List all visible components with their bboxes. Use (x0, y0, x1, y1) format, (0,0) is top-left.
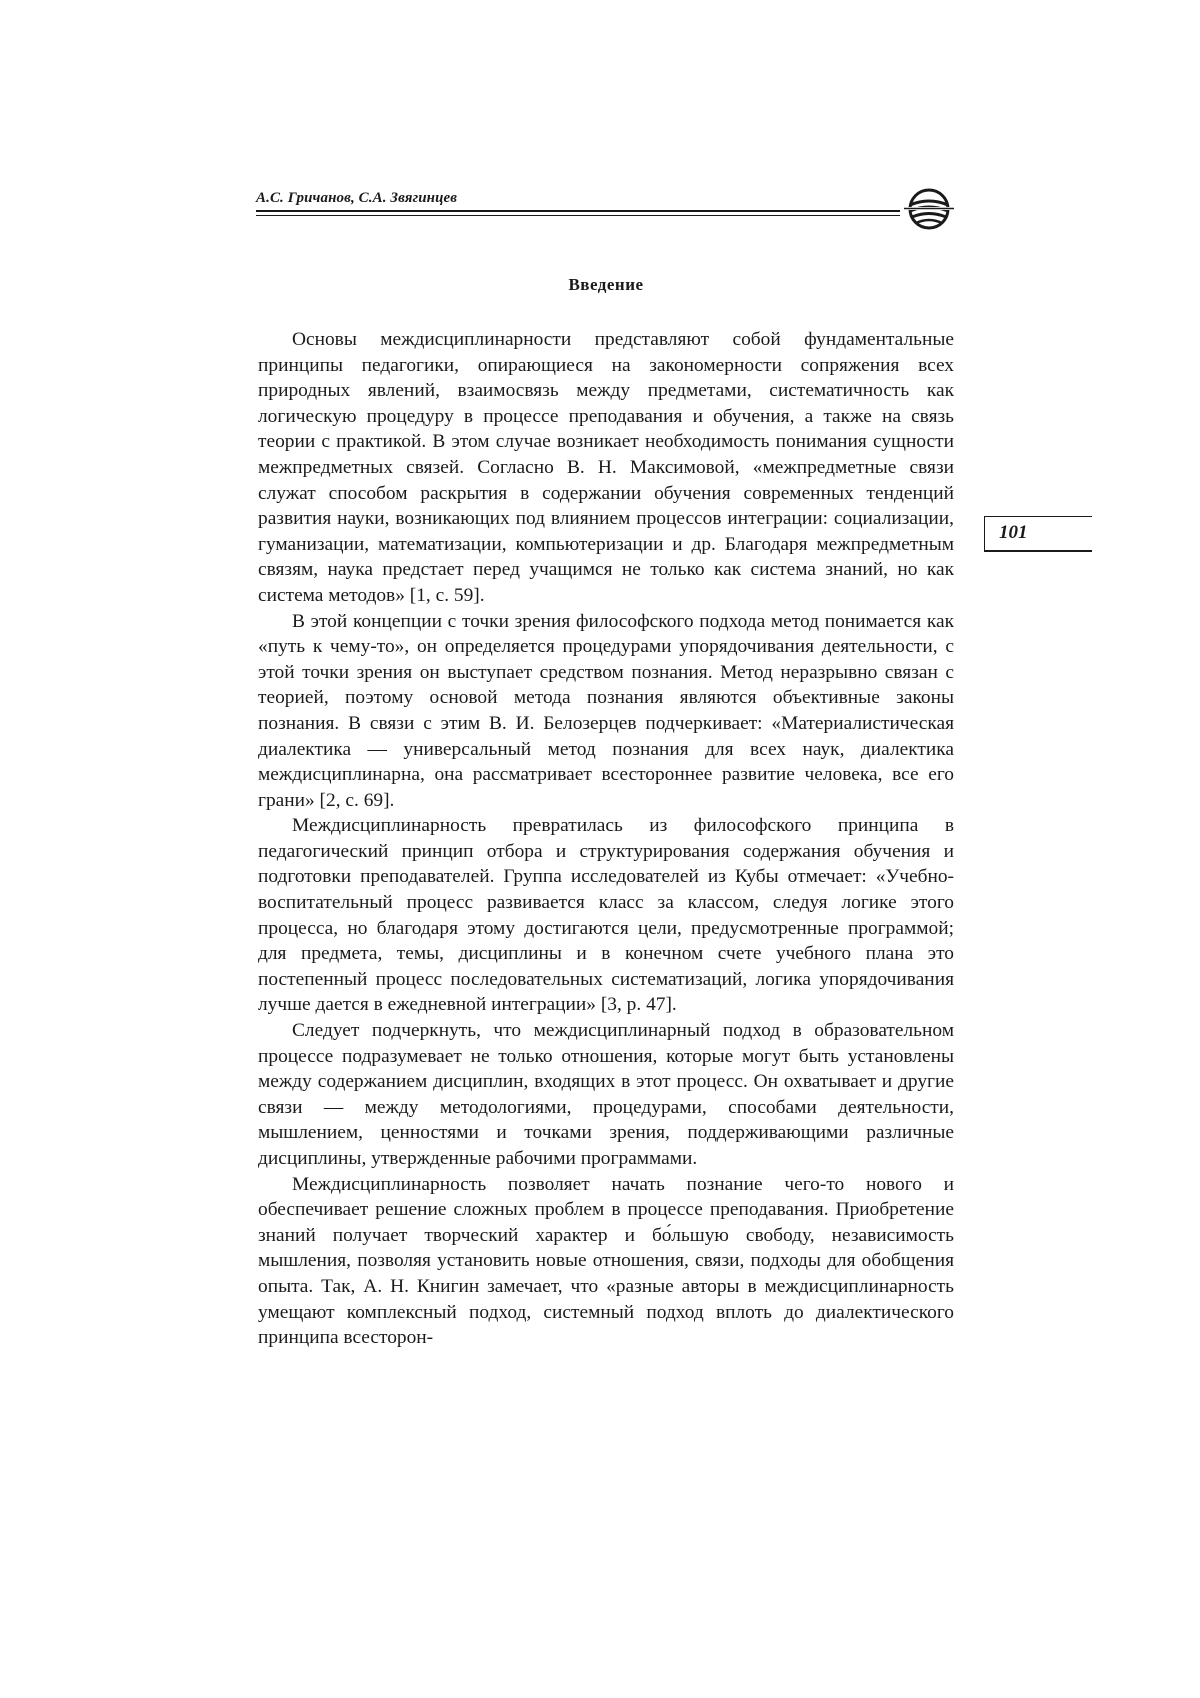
running-header (256, 186, 956, 230)
publisher-globe-logo-icon (904, 188, 954, 230)
body-text (258, 327, 954, 1351)
page-number-box (984, 516, 1092, 552)
section-title: Введение (568, 275, 644, 294)
paragraph: В этой концепции с точки зрения философского подхода метод понимается как «путь к чему-то», он определяется процедурами упорядочивания деятельности, с этой точки зрения он выступает средством познания. Метод неразрывно связан с теорией, поэтому основой метода познания являются объективные законы познания. В связи с этим В. И. Белозерцев подчеркивает: «Материалистическая диалектика — универсальный метод познания для всех наук, диалектика междисциплинарна, она рассматривает всестороннее развитие человека, все его грани» [2, с. 69]. (258, 610, 954, 811)
header-rule-thick (256, 210, 900, 212)
page-number: 101 (999, 522, 1028, 543)
paragraph: Междисциплинарность превратилась из философского принципа в педагогический принцип отбора и структурирования содержания обучения и подготовки преподавателей. Группа исследователей из Кубы отмечает: «Учебно-воспитательный процесс развивается класс за классом, следуя логике этого процесса, но благодаря этому достигаются цели, предусмотренные программой; для предмета, темы, дисциплины и в конечном счете учебного плана это постепенный процесс последовательных систематизаций, логика упорядочивания лучше дается в ежедневной интеграции» [3, p. 47]. (258, 815, 954, 1016)
paragraph: Междисциплинарность позволяет начать познание чего-то нового и обеспечивает решение сложных проблем в процессе преподавания. Приобретение знаний получает творческий характер и бо́льшую свободу, независимость мышления, позволяя установить новые отношения, связи, подходы для обобщения опыта. Так, А. Н. Книгин замечает, что «разные авторы в междисциплинарность умещают комплексный подход, системный подход вплоть до диалектического принципа всесторон- (258, 1173, 954, 1349)
running-header-authors: А.С. Гричанов, С.А. Звягинцев (256, 190, 458, 206)
header-rule-thin (256, 215, 900, 216)
paragraph: Следует подчеркнуть, что междисциплинарный подход в образовательном процессе подразумевает не только отношения, которые могут быть установлены между содержанием дисциплин, входящих в этот процесс. Он охватывает и другие связи — между методологиями, процедурами, способами деятельности, мышлением, ценностями и точками зрения, поддерживающими различные дисциплины, утвержденные рабочими программами. (258, 1020, 954, 1169)
paragraph: Основы междисциплинарности представляют собой фундаментальные принципы педагогики, опирающиеся на закономерности сопряжения всех природных явлений, взаимосвязь между предметами, систематичность как логическую процедуру в процессе преподавания и обучения, а также на связь теории с практикой. В этом случае возникает необходимость понимания сущности межпредметных связей. Согласно В. Н. Максимовой, «межпредметные связи служат способом раскрытия в содержании обучения современных тенденций развития науки, возникающих под влиянием процессов интеграции: социализации, гуманизации, математизации, компьютеризации и др. Благодаря межпредметным связям, наука предстает перед учащимся не только как система знаний, но как система методов» [1, с. 59]. (258, 329, 954, 606)
